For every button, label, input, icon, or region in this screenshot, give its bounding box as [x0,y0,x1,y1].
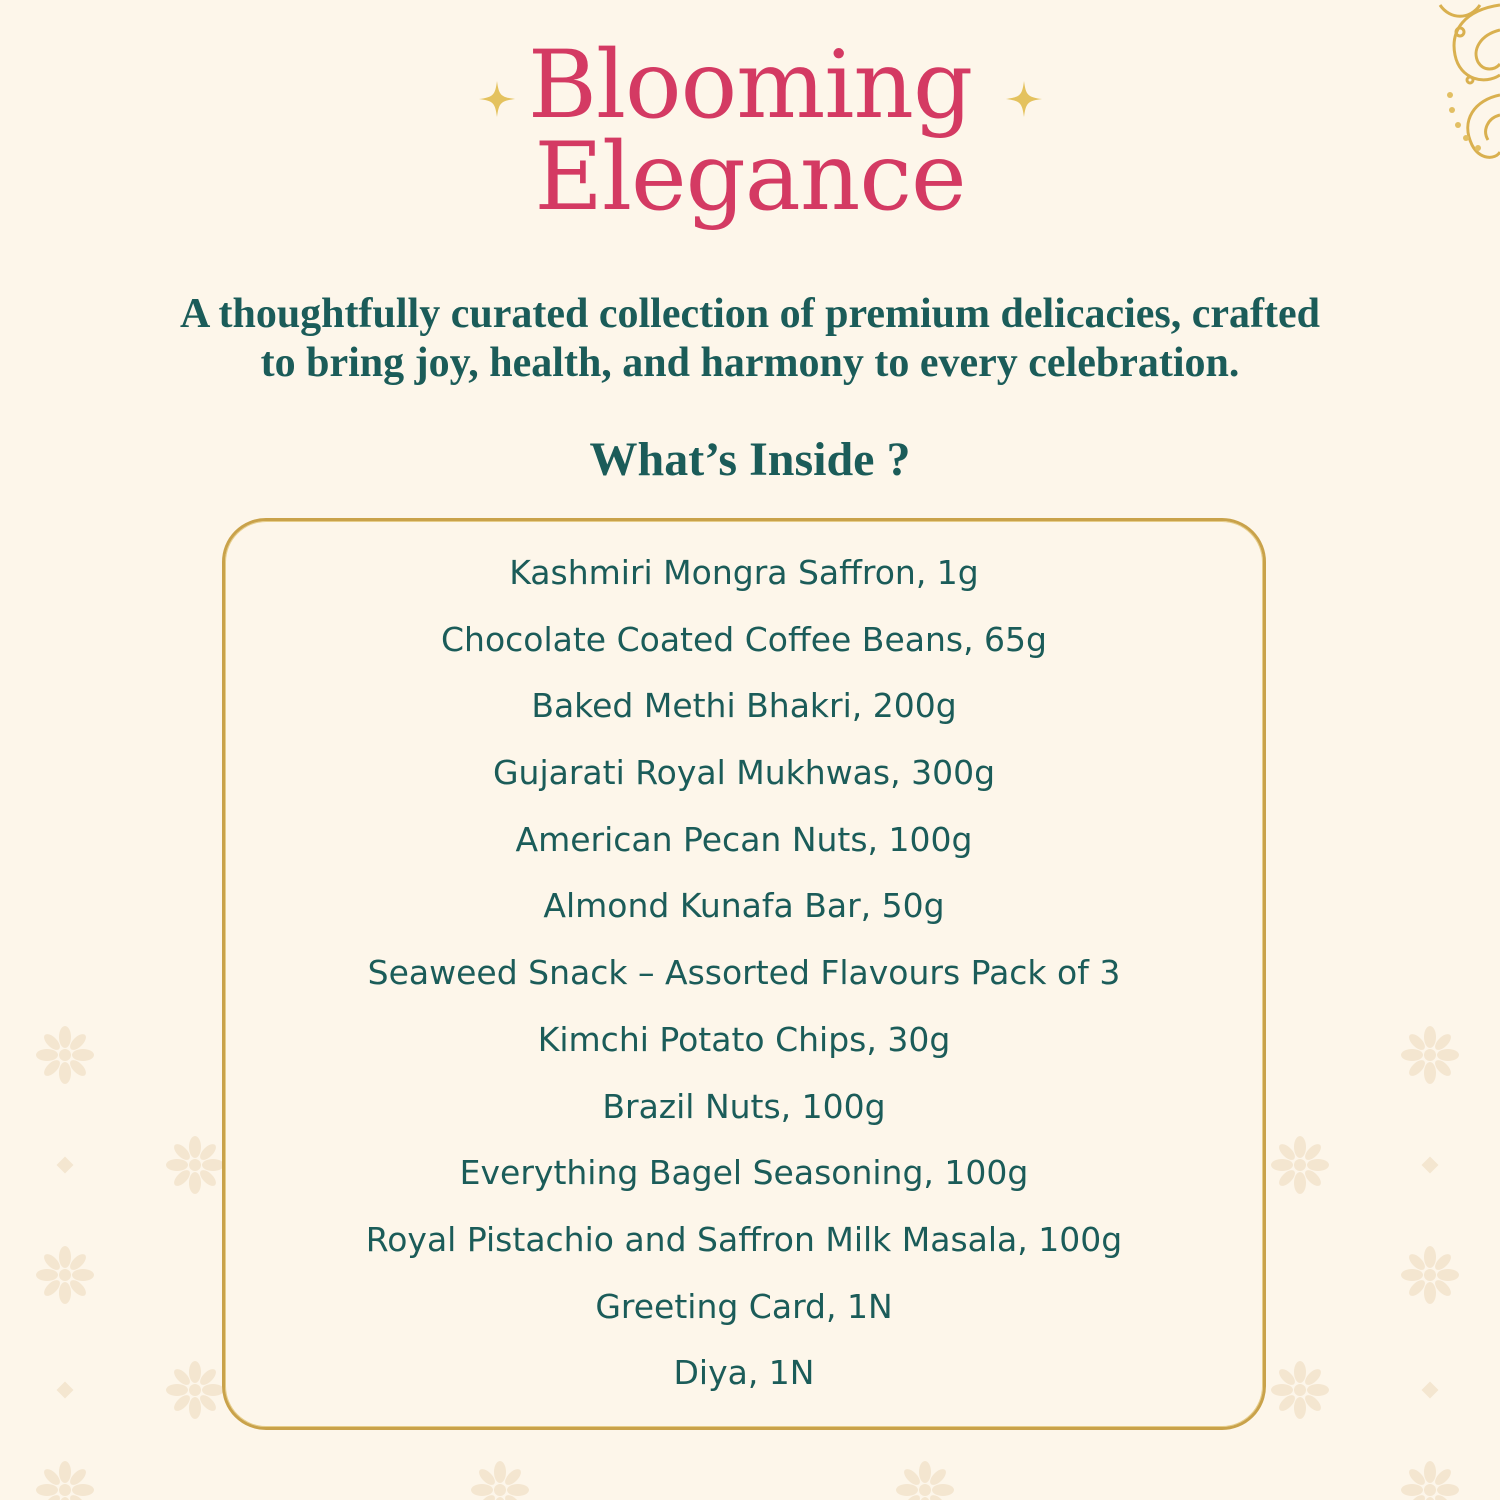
list-item: Seaweed Snack – Assorted Flavours Pack of 3 [367,953,1121,993]
list-item: Almond Kunafa Bar, 50g [543,886,945,926]
list-item: Everything Bagel Seasoning, 100g [459,1153,1029,1193]
description [120,290,1380,388]
list-item: Baked Methi Bhakri, 200g [531,686,957,726]
contents-list [225,551,1263,1418]
list-item: Gujarati Royal Mukhwas, 300g [492,753,996,793]
title-line-2: Elegance [534,123,966,232]
section-heading: What’s Inside ? [589,433,911,486]
description-line-2: to bring joy, health, and harmony to every celebration. [260,340,1240,386]
list-item: American Pecan Nuts, 100g [515,819,973,859]
list-item: Greeting Card, 1N [595,1286,893,1326]
list-item: Brazil Nuts, 100g [602,1086,886,1126]
list-item: Royal Pistachio and Saffron Milk Masala, 100g [365,1219,1123,1259]
list-item: Chocolate Coated Coffee Beans, 65g [441,619,1047,659]
list-item: Kimchi Potato Chips, 30g [537,1019,951,1059]
page-title [0,31,1500,232]
list-item: Kashmiri Mongra Saffron, 1g [509,553,979,592]
description-line-1: A thoughtfully curated collection of premium delicacies, crafted [179,291,1321,337]
contents-box [222,518,1266,1430]
list-item: Diya, 1N [673,1353,815,1393]
title-line-1: Blooming [527,31,973,140]
